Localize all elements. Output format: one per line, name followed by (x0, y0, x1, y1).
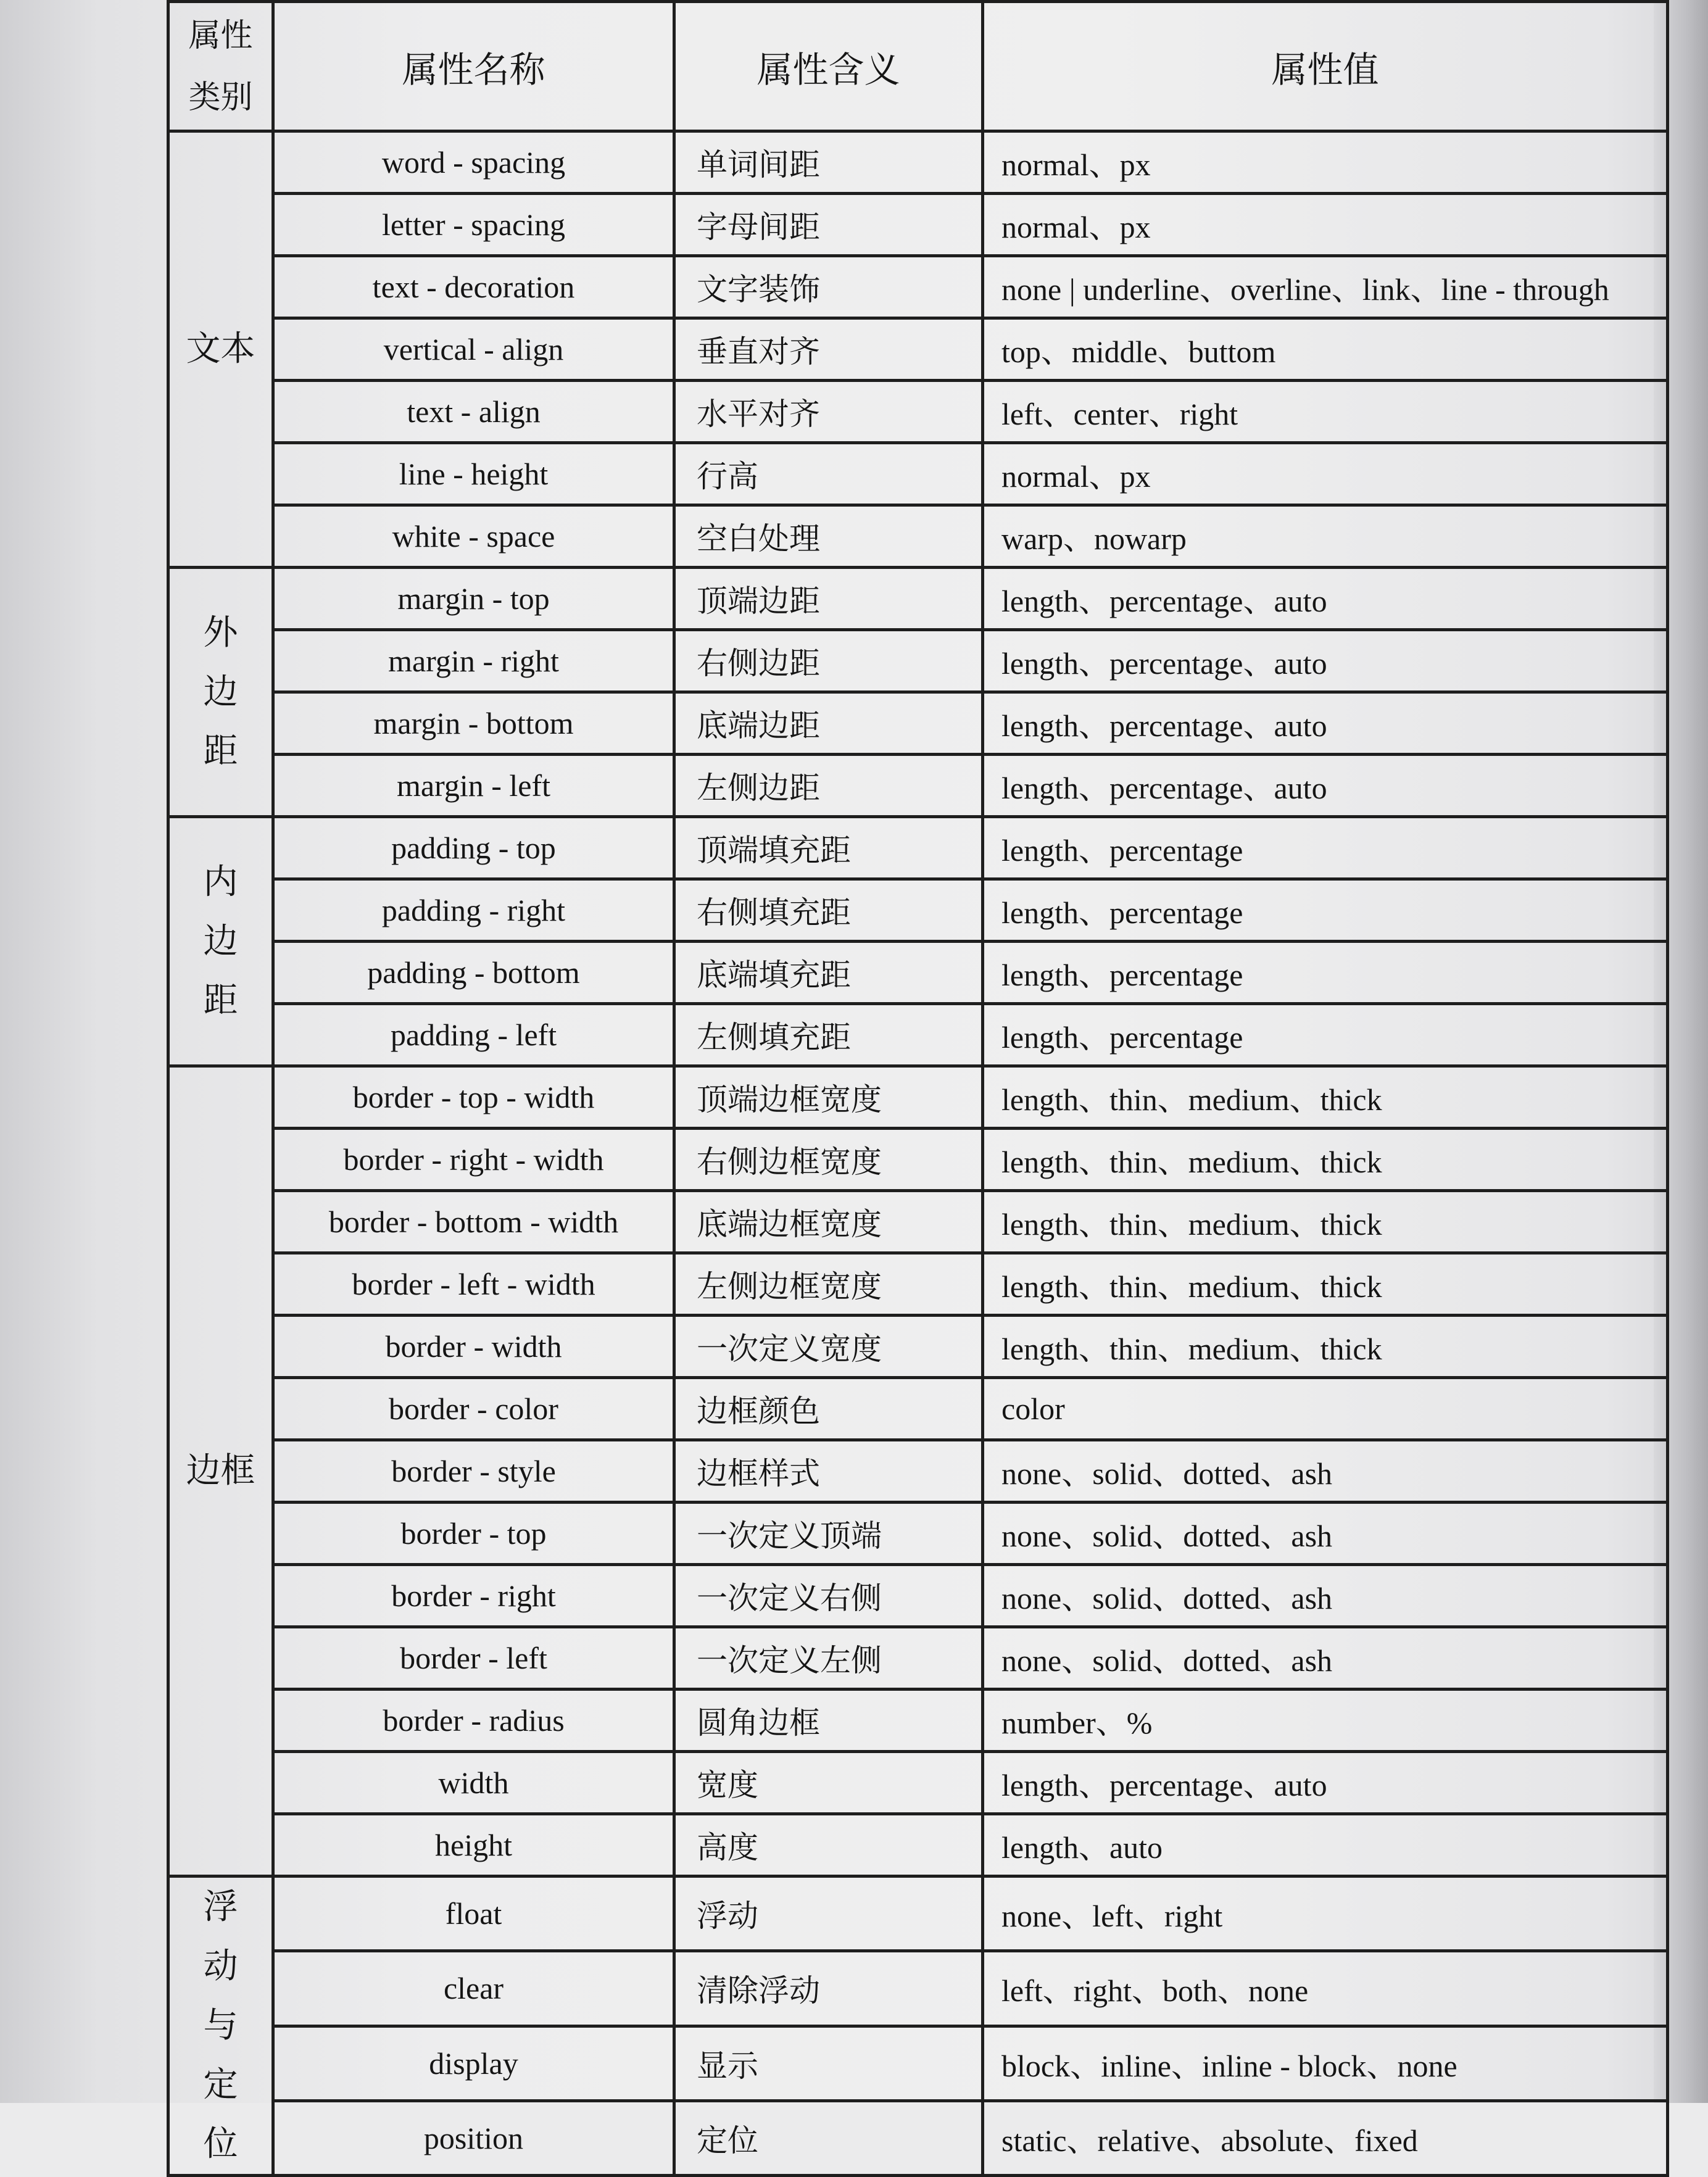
property-value-cell-border-right-width: length、thin、medium、thick (983, 1129, 1668, 1191)
property-meaning-cell-margin-left: 左侧边距 (674, 755, 983, 817)
table-row (168, 505, 1668, 568)
table-row (168, 1876, 1668, 1951)
property-name-cell-text-align: text - align (273, 381, 674, 443)
property-value-cell-float: none、left、right (983, 1876, 1668, 1951)
property-value-cell-padding-right: length、percentage (983, 879, 1668, 942)
table-row (168, 1004, 1668, 1066)
property-meaning-cell-border-style: 边框样式 (674, 1440, 983, 1503)
table-row (168, 381, 1668, 443)
table-row (168, 879, 1668, 942)
property-meaning-cell-text-decoration: 文字装饰 (674, 256, 983, 318)
property-value-cell-border-bottom-width: length、thin、medium、thick (983, 1191, 1668, 1253)
property-value-cell-border-left-width: length、thin、medium、thick (983, 1253, 1668, 1316)
property-meaning-cell-margin-bottom: 底端边距 (674, 692, 983, 755)
table-row (168, 1440, 1668, 1503)
property-value-cell-word-spacing: normal、px (983, 131, 1668, 194)
property-name-cell-white-space: white - space (273, 505, 674, 568)
property-value-cell-border-color: color (983, 1378, 1668, 1440)
property-value-cell-margin-left: length、percentage、auto (983, 755, 1668, 817)
property-meaning-cell-white-space: 空白处理 (674, 505, 983, 568)
property-name-cell-width: width (273, 1752, 674, 1814)
property-value-cell-letter-spacing: normal、px (983, 194, 1668, 256)
property-name-cell-float: float (273, 1876, 674, 1951)
header-value: 属性值 (983, 2, 1668, 131)
property-meaning-cell-border-left-width: 左侧边框宽度 (674, 1253, 983, 1316)
property-value-cell-text-align: left、center、right (983, 381, 1668, 443)
table-row (168, 1066, 1668, 1129)
category-cell: 边框 (168, 1066, 273, 1876)
property-name-cell-border-top: border - top (273, 1503, 674, 1565)
table-row (168, 131, 1668, 194)
property-meaning-cell-text-align: 水平对齐 (674, 381, 983, 443)
table-row (168, 1565, 1668, 1627)
table-row (168, 1316, 1668, 1378)
property-value-cell-border-right: none、solid、dotted、ash (983, 1565, 1668, 1627)
table-row (168, 1814, 1668, 1876)
table-row (168, 1627, 1668, 1690)
property-name-cell-border-left-width: border - left - width (273, 1253, 674, 1316)
table-header-row (168, 2, 1668, 131)
property-meaning-cell-margin-top: 顶端边距 (674, 568, 983, 630)
property-meaning-cell-border-width: 一次定义宽度 (674, 1316, 983, 1378)
property-name-cell-padding-right: padding - right (273, 879, 674, 942)
property-name-cell-border-color: border - color (273, 1378, 674, 1440)
property-name-cell-border-right: border - right (273, 1565, 674, 1627)
property-meaning-cell-padding-left: 左侧填充距 (674, 1004, 983, 1066)
property-value-cell-position: static、relative、absolute、fixed (983, 2100, 1668, 2175)
table-row (168, 817, 1668, 879)
property-name-cell-border-width: border - width (273, 1316, 674, 1378)
table-row (168, 1503, 1668, 1565)
property-meaning-cell-height: 高度 (674, 1814, 983, 1876)
property-name-cell-padding-left: padding - left (273, 1004, 674, 1066)
property-meaning-cell-letter-spacing: 字母间距 (674, 194, 983, 256)
table-row (168, 1690, 1668, 1752)
css-property-table (167, 0, 1669, 2177)
table-row (168, 443, 1668, 505)
property-name-cell-letter-spacing: letter - spacing (273, 194, 674, 256)
header-name: 属性名称 (273, 2, 674, 131)
property-meaning-cell-float: 浮动 (674, 1876, 983, 1951)
property-meaning-cell-border-bottom-width: 底端边框宽度 (674, 1191, 983, 1253)
property-value-cell-border-radius: number、% (983, 1690, 1668, 1752)
property-meaning-cell-border-right-width: 右侧边框宽度 (674, 1129, 983, 1191)
property-value-cell-margin-top: length、percentage、auto (983, 568, 1668, 630)
table-row (168, 2100, 1668, 2175)
table-body (168, 131, 1668, 2176)
property-value-cell-height: length、auto (983, 1814, 1668, 1876)
property-value-cell-width: length、percentage、auto (983, 1752, 1668, 1814)
table-row (168, 1253, 1668, 1316)
table-row (168, 1378, 1668, 1440)
property-meaning-cell-width: 宽度 (674, 1752, 983, 1814)
property-value-cell-border-left: none、solid、dotted、ash (983, 1627, 1668, 1690)
property-name-cell-padding-top: padding - top (273, 817, 674, 879)
property-meaning-cell-margin-right: 右侧边距 (674, 630, 983, 692)
table-row (168, 194, 1668, 256)
property-meaning-cell-line-height: 行高 (674, 443, 983, 505)
property-meaning-cell-border-top: 一次定义顶端 (674, 1503, 983, 1565)
property-value-cell-border-style: none、solid、dotted、ash (983, 1440, 1668, 1503)
property-name-cell-word-spacing: word - spacing (273, 131, 674, 194)
property-meaning-cell-display: 显示 (674, 2026, 983, 2100)
property-name-cell-margin-bottom: margin - bottom (273, 692, 674, 755)
property-name-cell-display: display (273, 2026, 674, 2100)
property-name-cell-vertical-align: vertical - align (273, 318, 674, 381)
table-row (168, 1951, 1668, 2026)
property-value-cell-border-width: length、thin、medium、thick (983, 1316, 1668, 1378)
property-value-cell-border-top-width: length、thin、medium、thick (983, 1066, 1668, 1129)
table-row (168, 1752, 1668, 1814)
property-meaning-cell-clear: 清除浮动 (674, 1951, 983, 2026)
property-name-cell-padding-bottom: padding - bottom (273, 942, 674, 1004)
table-row (168, 1129, 1668, 1191)
property-name-cell-position: position (273, 2100, 674, 2175)
table-row (168, 942, 1668, 1004)
table-row (168, 755, 1668, 817)
property-meaning-cell-border-color: 边框颜色 (674, 1378, 983, 1440)
property-meaning-cell-border-radius: 圆角边框 (674, 1690, 983, 1752)
property-value-cell-padding-bottom: length、percentage (983, 942, 1668, 1004)
table-row (168, 1191, 1668, 1253)
property-name-cell-text-decoration: text - decoration (273, 256, 674, 318)
property-name-cell-margin-right: margin - right (273, 630, 674, 692)
property-value-cell-padding-top: length、percentage (983, 817, 1668, 879)
property-meaning-cell-vertical-align: 垂直对齐 (674, 318, 983, 381)
property-name-cell-border-bottom-width: border - bottom - width (273, 1191, 674, 1253)
property-name-cell-line-height: line - height (273, 443, 674, 505)
category-cell: 内 边 距 (168, 817, 273, 1066)
property-value-cell-white-space: warp、nowarp (983, 505, 1668, 568)
property-name-cell-border-right-width: border - right - width (273, 1129, 674, 1191)
property-meaning-cell-padding-top: 顶端填充距 (674, 817, 983, 879)
property-meaning-cell-border-top-width: 顶端边框宽度 (674, 1066, 983, 1129)
property-value-cell-vertical-align: top、middle、buttom (983, 318, 1668, 381)
property-value-cell-display: block、inline、inline - block、none (983, 2026, 1668, 2100)
property-value-cell-padding-left: length、percentage (983, 1004, 1668, 1066)
property-name-cell-margin-top: margin - top (273, 568, 674, 630)
category-cell: 文本 (168, 131, 273, 568)
property-value-cell-margin-right: length、percentage、auto (983, 630, 1668, 692)
property-name-cell-border-top-width: border - top - width (273, 1066, 674, 1129)
table-row (168, 692, 1668, 755)
property-meaning-cell-padding-right: 右侧填充距 (674, 879, 983, 942)
table-row (168, 630, 1668, 692)
header-category: 属性 类别 (168, 2, 273, 131)
property-value-cell-clear: left、right、both、none (983, 1951, 1668, 2026)
property-meaning-cell-border-right: 一次定义右侧 (674, 1565, 983, 1627)
property-meaning-cell-padding-bottom: 底端填充距 (674, 942, 983, 1004)
property-name-cell-clear: clear (273, 1951, 674, 2026)
table-row (168, 2026, 1668, 2100)
table-row (168, 256, 1668, 318)
property-name-cell-border-left: border - left (273, 1627, 674, 1690)
property-value-cell-border-top: none、solid、dotted、ash (983, 1503, 1668, 1565)
property-value-cell-margin-bottom: length、percentage、auto (983, 692, 1668, 755)
category-cell: 外 边 距 (168, 568, 273, 817)
property-meaning-cell-word-spacing: 单词间距 (674, 131, 983, 194)
property-value-cell-text-decoration: none | underline、overline、link、line - through (983, 256, 1668, 318)
property-meaning-cell-border-left: 一次定义左侧 (674, 1627, 983, 1690)
property-meaning-cell-position: 定位 (674, 2100, 983, 2175)
property-name-cell-border-radius: border - radius (273, 1690, 674, 1752)
table-row (168, 568, 1668, 630)
property-name-cell-border-style: border - style (273, 1440, 674, 1503)
category-cell: 浮 动 与 定 位 (168, 1876, 273, 2176)
table-row (168, 318, 1668, 381)
property-name-cell-height: height (273, 1814, 674, 1876)
property-name-cell-margin-left: margin - left (273, 755, 674, 817)
header-meaning: 属性含义 (674, 2, 983, 131)
property-value-cell-line-height: normal、px (983, 443, 1668, 505)
